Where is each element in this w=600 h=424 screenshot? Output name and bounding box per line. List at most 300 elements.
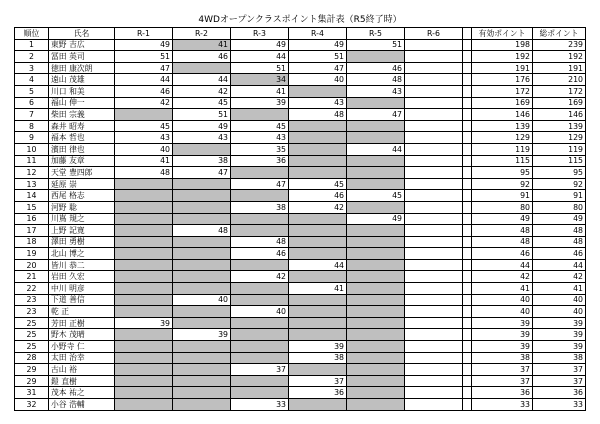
round-2-cell (173, 201, 231, 213)
spacer-cell (463, 294, 472, 306)
round-3-cell (231, 329, 289, 341)
round-4-cell (289, 317, 347, 329)
round-1-cell: 40 (115, 143, 173, 155)
round-6-cell (405, 283, 463, 295)
round-4-cell (289, 143, 347, 155)
table-row (15, 375, 586, 387)
table-row (15, 109, 586, 121)
header-total-points: 総ポイント (533, 28, 586, 40)
round-3-cell: 39 (231, 97, 289, 109)
total-points-cell: 41 (533, 283, 586, 295)
rank-cell: 18 (15, 236, 49, 248)
table-row (15, 341, 586, 353)
total-points-cell: 48 (533, 236, 586, 248)
valid-points-cell: 36 (472, 387, 533, 399)
round-1-cell (115, 236, 173, 248)
name-cell: 加藤 友章 (49, 155, 115, 167)
round-2-cell: 47 (173, 167, 231, 179)
round-2-cell: 41 (173, 39, 231, 51)
rank-cell: 3 (15, 62, 49, 74)
round-4-cell (289, 271, 347, 283)
round-4-cell: 43 (289, 97, 347, 109)
table-row (15, 190, 586, 202)
round-4-cell: 46 (289, 190, 347, 202)
round-5-cell: 51 (347, 39, 405, 51)
round-2-cell (173, 213, 231, 225)
round-5-cell: 43 (347, 85, 405, 97)
round-1-cell (115, 178, 173, 190)
round-3-cell: 44 (231, 51, 289, 63)
round-6-cell (405, 51, 463, 63)
table-row (15, 352, 586, 364)
spacer-cell (463, 178, 472, 190)
rank-cell: 31 (15, 387, 49, 399)
name-cell: 延原 崇 (49, 178, 115, 190)
total-points-cell: 33 (533, 399, 586, 411)
valid-points-cell: 80 (472, 201, 533, 213)
round-2-cell: 51 (173, 109, 231, 121)
round-1-cell: 47 (115, 62, 173, 74)
round-4-cell (289, 248, 347, 260)
spacer-cell (463, 213, 472, 225)
rank-cell: 15 (15, 201, 49, 213)
round-6-cell (405, 271, 463, 283)
valid-points-cell: 39 (472, 341, 533, 353)
round-6-cell (405, 62, 463, 74)
round-1-cell (115, 109, 173, 121)
rank-cell: 23 (15, 294, 49, 306)
total-points-cell: 95 (533, 167, 586, 179)
valid-points-cell: 44 (472, 259, 533, 271)
round-2-cell: 43 (173, 132, 231, 144)
valid-points-cell: 192 (472, 51, 533, 63)
rank-cell: 20 (15, 259, 49, 271)
spacer-cell (463, 190, 472, 202)
spacer-cell (463, 225, 472, 237)
name-cell: 皆川 恭二 (49, 259, 115, 271)
spacer-cell (463, 317, 472, 329)
round-5-cell (347, 294, 405, 306)
total-points-cell: 48 (533, 225, 586, 237)
table-row (15, 120, 586, 132)
valid-points-cell: 46 (472, 248, 533, 260)
total-points-cell: 92 (533, 178, 586, 190)
round-1-cell: 49 (115, 39, 173, 51)
round-5-cell (347, 399, 405, 411)
spacer-cell (463, 352, 472, 364)
round-6-cell (405, 120, 463, 132)
round-1-cell (115, 341, 173, 353)
round-2-cell: 48 (173, 225, 231, 237)
round-1-cell (115, 364, 173, 376)
total-points-cell: 37 (533, 375, 586, 387)
valid-points-cell: 38 (472, 352, 533, 364)
round-2-cell (173, 317, 231, 329)
name-cell: 東野 吉広 (49, 39, 115, 51)
round-4-cell (289, 167, 347, 179)
header-r1: R-1 (115, 28, 173, 40)
round-1-cell: 39 (115, 317, 173, 329)
round-4-cell (289, 120, 347, 132)
table-row (15, 97, 586, 109)
round-4-cell (289, 225, 347, 237)
round-4-cell: 48 (289, 109, 347, 121)
table-row (15, 167, 586, 179)
rank-cell: 13 (15, 178, 49, 190)
round-2-cell: 46 (173, 51, 231, 63)
spacer-cell (463, 375, 472, 387)
round-3-cell: 51 (231, 62, 289, 74)
total-points-cell: 39 (533, 317, 586, 329)
round-2-cell (173, 387, 231, 399)
rank-cell: 29 (15, 375, 49, 387)
round-5-cell (347, 271, 405, 283)
round-3-cell: 42 (231, 271, 289, 283)
round-6-cell (405, 236, 463, 248)
round-5-cell (347, 306, 405, 318)
round-3-cell (231, 294, 289, 306)
header-r4: R-4 (289, 28, 347, 40)
name-cell: 野木 茂晴 (49, 329, 115, 341)
round-2-cell: 49 (173, 120, 231, 132)
rank-cell: 8 (15, 120, 49, 132)
round-5-cell: 45 (347, 190, 405, 202)
rank-cell: 23 (15, 306, 49, 318)
round-2-cell: 44 (173, 74, 231, 86)
table-row (15, 74, 586, 86)
table-row (15, 143, 586, 155)
total-points-cell: 172 (533, 85, 586, 97)
page-title: 4WDオープンクラスポイント集計表（R5終了時） (198, 15, 402, 25)
round-1-cell (115, 271, 173, 283)
table-row (15, 306, 586, 318)
table-row (15, 387, 586, 399)
name-cell: 西尾 格志 (49, 190, 115, 202)
round-6-cell (405, 341, 463, 353)
round-6-cell (405, 248, 463, 260)
name-cell: 岩田 久宏 (49, 271, 115, 283)
points-table (14, 27, 586, 411)
round-6-cell (405, 375, 463, 387)
name-cell: 上野 記寛 (49, 225, 115, 237)
round-2-cell (173, 62, 231, 74)
rank-cell: 17 (15, 225, 49, 237)
valid-points-cell: 176 (472, 74, 533, 86)
round-4-cell (289, 294, 347, 306)
total-points-cell: 191 (533, 62, 586, 74)
table-row (15, 51, 586, 63)
valid-points-cell: 198 (472, 39, 533, 51)
table-row (15, 225, 586, 237)
round-2-cell (173, 236, 231, 248)
round-3-cell: 38 (231, 201, 289, 213)
name-cell: 徳田 康次朗 (49, 62, 115, 74)
total-points-cell: 146 (533, 109, 586, 121)
round-2-cell (173, 190, 231, 202)
spacer-cell (463, 306, 472, 318)
round-5-cell (347, 97, 405, 109)
total-points-cell: 37 (533, 364, 586, 376)
round-3-cell (231, 190, 289, 202)
name-cell: 北山 博之 (49, 248, 115, 260)
round-1-cell (115, 387, 173, 399)
round-2-cell: 42 (173, 85, 231, 97)
round-3-cell: 45 (231, 120, 289, 132)
valid-points-cell: 37 (472, 375, 533, 387)
valid-points-cell: 119 (472, 143, 533, 155)
name-cell: 太田 治幸 (49, 352, 115, 364)
total-points-cell: 44 (533, 259, 586, 271)
round-6-cell (405, 213, 463, 225)
round-5-cell: 46 (347, 62, 405, 74)
spacer-cell (463, 51, 472, 63)
round-5-cell (347, 51, 405, 63)
round-5-cell (347, 178, 405, 190)
round-5-cell: 49 (347, 213, 405, 225)
round-6-cell (405, 201, 463, 213)
round-2-cell (173, 375, 231, 387)
round-3-cell: 35 (231, 143, 289, 155)
table-row (15, 283, 586, 295)
valid-points-cell: 172 (472, 85, 533, 97)
rank-cell: 10 (15, 143, 49, 155)
total-points-cell: 119 (533, 143, 586, 155)
header-r3: R-3 (231, 28, 289, 40)
round-6-cell (405, 225, 463, 237)
round-4-cell (289, 329, 347, 341)
spacer-cell (463, 364, 472, 376)
round-4-cell: 49 (289, 39, 347, 51)
valid-points-cell: 191 (472, 62, 533, 74)
round-5-cell (347, 283, 405, 295)
round-3-cell: 34 (231, 74, 289, 86)
round-4-cell: 37 (289, 375, 347, 387)
round-3-cell: 36 (231, 155, 289, 167)
round-1-cell (115, 399, 173, 411)
round-1-cell (115, 201, 173, 213)
total-points-cell: 115 (533, 155, 586, 167)
round-5-cell (347, 317, 405, 329)
valid-points-cell: 41 (472, 283, 533, 295)
valid-points-cell: 92 (472, 178, 533, 190)
round-5-cell: 47 (347, 109, 405, 121)
round-6-cell (405, 190, 463, 202)
header-r6: R-6 (405, 28, 463, 40)
round-3-cell (231, 225, 289, 237)
table-row (15, 294, 586, 306)
valid-points-cell: 48 (472, 225, 533, 237)
rank-cell: 6 (15, 97, 49, 109)
total-points-cell: 91 (533, 190, 586, 202)
total-points-cell: 210 (533, 74, 586, 86)
round-6-cell (405, 109, 463, 121)
valid-points-cell: 115 (472, 155, 533, 167)
spacer-cell (463, 387, 472, 399)
table-row (15, 39, 586, 51)
round-5-cell (347, 155, 405, 167)
total-points-cell: 39 (533, 329, 586, 341)
rank-cell: 21 (15, 271, 49, 283)
round-3-cell (231, 283, 289, 295)
name-cell: 下道 善信 (49, 294, 115, 306)
round-3-cell: 48 (231, 236, 289, 248)
valid-points-cell: 95 (472, 167, 533, 179)
round-1-cell (115, 190, 173, 202)
rank-cell: 14 (15, 190, 49, 202)
round-5-cell (347, 387, 405, 399)
round-6-cell (405, 167, 463, 179)
round-3-cell (231, 387, 289, 399)
round-1-cell (115, 375, 173, 387)
total-points-cell: 46 (533, 248, 586, 260)
round-6-cell (405, 97, 463, 109)
round-5-cell (347, 352, 405, 364)
valid-points-cell: 39 (472, 317, 533, 329)
spacer-cell (463, 39, 472, 51)
total-points-cell: 169 (533, 97, 586, 109)
name-cell: 中川 明彦 (49, 283, 115, 295)
round-1-cell: 42 (115, 97, 173, 109)
round-4-cell (289, 213, 347, 225)
spacer-cell (463, 155, 472, 167)
round-6-cell (405, 178, 463, 190)
round-6-cell (405, 329, 463, 341)
spacer-cell (463, 236, 472, 248)
round-2-cell (173, 364, 231, 376)
round-2-cell: 45 (173, 97, 231, 109)
rank-cell: 2 (15, 51, 49, 63)
round-4-cell: 51 (289, 51, 347, 63)
round-5-cell (347, 225, 405, 237)
table-row (15, 364, 586, 376)
round-4-cell: 39 (289, 341, 347, 353)
round-1-cell: 51 (115, 51, 173, 63)
round-5-cell: 44 (347, 143, 405, 155)
table-row (15, 399, 586, 411)
round-3-cell: 40 (231, 306, 289, 318)
table-row (15, 62, 586, 74)
name-cell: 遠山 茂雄 (49, 74, 115, 86)
round-6-cell (405, 294, 463, 306)
rank-cell: 32 (15, 399, 49, 411)
valid-points-cell: 39 (472, 329, 533, 341)
rank-cell: 19 (15, 248, 49, 260)
round-6-cell (405, 143, 463, 155)
round-5-cell (347, 329, 405, 341)
spacer-cell (463, 97, 472, 109)
round-4-cell: 38 (289, 352, 347, 364)
name-cell: 芳田 正樹 (49, 317, 115, 329)
name-cell: 茂本 祐之 (49, 387, 115, 399)
valid-points-cell: 48 (472, 236, 533, 248)
valid-points-cell: 91 (472, 190, 533, 202)
total-points-cell: 80 (533, 201, 586, 213)
round-4-cell: 40 (289, 74, 347, 86)
round-5-cell (347, 201, 405, 213)
round-1-cell: 41 (115, 155, 173, 167)
spacer-cell (463, 109, 472, 121)
name-cell: 福山 伸一 (49, 97, 115, 109)
round-5-cell (347, 248, 405, 260)
name-cell: 小谷 浩輔 (49, 399, 115, 411)
round-2-cell (173, 399, 231, 411)
header-r5: R-5 (347, 28, 405, 40)
round-4-cell (289, 155, 347, 167)
header-valid-points: 有効ポイント (472, 28, 533, 40)
table-row (15, 201, 586, 213)
spacer-cell (463, 74, 472, 86)
round-2-cell (173, 143, 231, 155)
header-name: 氏名 (49, 28, 115, 40)
rank-cell: 25 (15, 317, 49, 329)
spacer-cell (463, 341, 472, 353)
round-4-cell: 41 (289, 283, 347, 295)
spacer-cell (463, 271, 472, 283)
round-1-cell (115, 259, 173, 271)
round-3-cell (231, 375, 289, 387)
round-4-cell: 42 (289, 201, 347, 213)
name-cell: 天堂 豊四郎 (49, 167, 115, 179)
header-row (15, 28, 586, 40)
round-2-cell (173, 259, 231, 271)
round-4-cell (289, 236, 347, 248)
round-2-cell: 40 (173, 294, 231, 306)
round-6-cell (405, 352, 463, 364)
valid-points-cell: 169 (472, 97, 533, 109)
rank-cell: 1 (15, 39, 49, 51)
spacer-cell (463, 399, 472, 411)
total-points-cell: 239 (533, 39, 586, 51)
round-6-cell (405, 85, 463, 97)
round-5-cell (347, 375, 405, 387)
spacer-cell (463, 143, 472, 155)
table-row (15, 271, 586, 283)
round-3-cell (231, 213, 289, 225)
round-1-cell: 46 (115, 85, 173, 97)
round-5-cell (347, 120, 405, 132)
round-3-cell (231, 167, 289, 179)
total-points-cell: 40 (533, 294, 586, 306)
round-4-cell: 44 (289, 259, 347, 271)
rank-cell: 4 (15, 74, 49, 86)
rank-cell: 29 (15, 364, 49, 376)
round-6-cell (405, 132, 463, 144)
spacer-cell (463, 259, 472, 271)
round-5-cell (347, 341, 405, 353)
rank-cell: 9 (15, 132, 49, 144)
spacer-cell (463, 201, 472, 213)
rank-cell: 5 (15, 85, 49, 97)
total-points-cell: 38 (533, 352, 586, 364)
round-6-cell (405, 387, 463, 399)
round-1-cell (115, 225, 173, 237)
total-points-cell: 36 (533, 387, 586, 399)
round-1-cell (115, 248, 173, 260)
valid-points-cell: 40 (472, 306, 533, 318)
round-5-cell (347, 236, 405, 248)
rank-cell: 12 (15, 167, 49, 179)
round-3-cell: 47 (231, 178, 289, 190)
rank-cell: 16 (15, 213, 49, 225)
round-4-cell (289, 306, 347, 318)
round-5-cell: 48 (347, 74, 405, 86)
rank-cell: 25 (15, 329, 49, 341)
round-6-cell (405, 259, 463, 271)
spacer-cell (463, 329, 472, 341)
round-3-cell (231, 259, 289, 271)
round-5-cell (347, 259, 405, 271)
spacer-cell (463, 85, 472, 97)
